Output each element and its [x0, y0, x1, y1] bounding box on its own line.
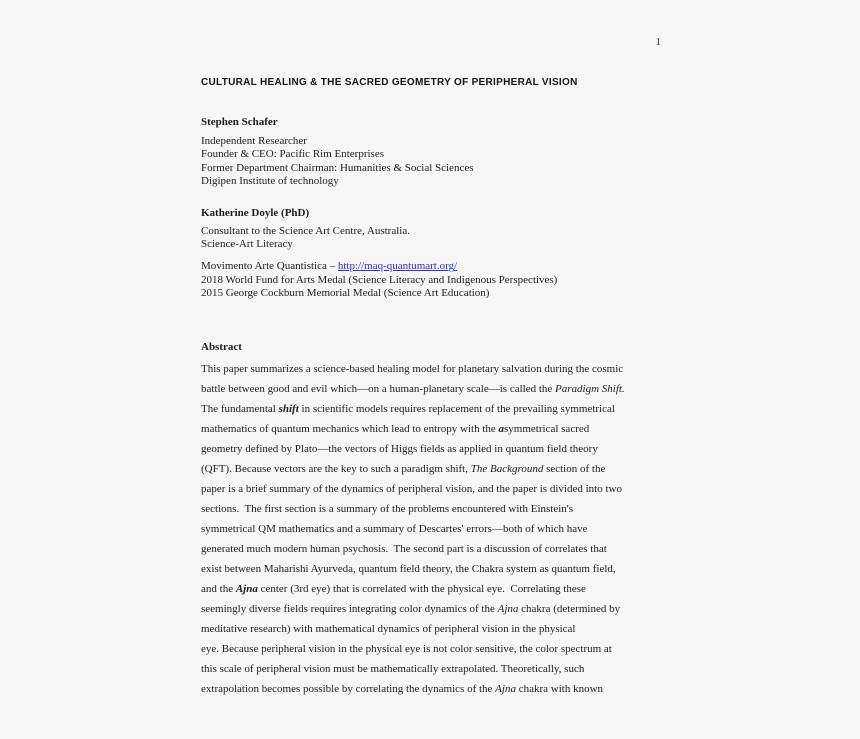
text-segment: eye. Because peripheral vision in the physical eye is not color sensitive, the color spectrum at	[201, 642, 612, 655]
page-content	[201, 36, 661, 699]
text-segment: meditative research) with mathematical dynamics of peripheral vision in the physical	[201, 622, 576, 635]
text-segment: The fundamental	[201, 402, 279, 415]
page-number: 1	[655, 36, 661, 48]
credential-line	[201, 287, 661, 300]
abstract-line	[201, 499, 661, 519]
abstract-line	[201, 639, 661, 659]
author-name-stephen-schafer: Stephen Schafer	[201, 116, 278, 128]
affiliation-line	[201, 148, 661, 161]
abstract-body	[201, 359, 661, 699]
text-segment: chakra (determined by	[518, 602, 621, 615]
text-segment: Movimento Arte Quantistica –	[201, 260, 338, 273]
abstract-line	[201, 479, 661, 499]
text-segment: Former Department Chairman: Humanities & Social Sciences	[201, 161, 474, 174]
affiliation-line	[201, 238, 661, 251]
author-affiliation-block-1	[201, 135, 661, 189]
affiliation-line	[201, 162, 661, 175]
text-segment: Paradigm Shift.	[555, 382, 625, 395]
text-segment: section of the	[543, 462, 606, 475]
affiliation-line	[201, 135, 661, 148]
text-segment: shift	[278, 402, 299, 415]
text-segment: exist between Maharishi Ayurveda, quantum field theory, the Chakra system as quantum field,	[201, 562, 616, 575]
text-segment: center (3rd eye) that is correlated with the physical eye. Correlating these	[257, 582, 586, 595]
text-segment: and the	[201, 582, 236, 595]
text-segment: in scientific models requires replacement of the prevailing symmetrical	[298, 402, 615, 415]
paper-title: CULTURAL HEALING & THE SACRED GEOMETRY OF PERIPHERAL VISION	[201, 77, 578, 88]
text-segment: paper is a brief summary of the dynamics of peripheral vision, and the paper is divided into two	[201, 482, 622, 495]
text-segment: Science-Art Literacy	[201, 238, 293, 251]
abstract-line	[201, 439, 661, 459]
text-segment: Ajna	[235, 582, 258, 595]
author-affiliation-block-2	[201, 225, 661, 252]
affiliation-line	[201, 175, 661, 188]
text-segment: symmetrical sacred	[504, 422, 590, 435]
affiliation-line	[201, 225, 661, 238]
abstract-line	[201, 539, 661, 559]
text-segment: sections. The first section is a summary of the problems encountered with Einstein's	[201, 502, 574, 515]
author-name-katherine-doyle: Katherine Doyle (PhD)	[201, 206, 310, 219]
abstract-heading: Abstract	[201, 340, 242, 353]
credential-line	[201, 274, 661, 287]
abstract-line	[201, 579, 661, 599]
text-segment: symmetrical QM mathematics and a summary of Descartes' errors—both of which have	[201, 522, 588, 535]
credential-line	[201, 260, 661, 273]
text-segment: seemingly diverse fields requires integrating color dynamics of the	[201, 602, 498, 615]
text-segment: extrapolation becomes possible by correlating the dynamics of the	[201, 682, 496, 695]
text-segment: Independent Researcher	[201, 135, 307, 147]
credentials-block	[201, 260, 661, 300]
abstract-line	[201, 399, 661, 419]
text-segment: chakra with known	[515, 682, 604, 695]
text-segment: battle between good and evil which—on a human-planetary scale—is called the	[201, 382, 556, 395]
text-segment: The Background	[470, 462, 544, 475]
text-segment: Ajna	[495, 682, 516, 695]
text-segment: Founder & CEO: Pacific Rim Enterprises	[201, 148, 384, 161]
text-segment: geometry defined by Plato—the vectors of Higgs fields as applied in quantum field theory	[201, 442, 598, 455]
text-segment: Consultant to the Science Art Centre, Australia.	[201, 224, 410, 237]
abstract-line	[201, 679, 661, 699]
text-segment: 2015 George Cockburn Memorial Medal (Science Art Education)	[201, 287, 490, 300]
text-segment: Digipen Institute of technology	[201, 175, 339, 188]
text-segment: 2018 World Fund for Arts Medal (Science Literacy and Indigenous Perspectives)	[201, 273, 558, 286]
text-segment: generated much modern human psychosis. The second part is a discussion of correlates that	[201, 542, 607, 555]
abstract-line	[201, 419, 661, 439]
abstract-line	[201, 659, 661, 679]
text-segment: this scale of peripheral vision must be mathematically extrapolated. Theoretically, such	[201, 662, 585, 675]
text-segment: a	[498, 422, 505, 435]
text-segment: mathematics of quantum mechanics which lead to entropy with the	[201, 422, 499, 435]
hyperlink-maq-quantumart[interactable]: http://maq-quantumart.org/	[337, 260, 458, 273]
text-segment: Ajna	[497, 602, 519, 615]
abstract-line	[201, 559, 661, 579]
abstract-line	[201, 619, 661, 639]
abstract-line	[201, 379, 661, 399]
text-segment: This paper summarizes a science-based healing model for planetary salvation during the cosmic	[201, 362, 624, 375]
abstract-line	[201, 459, 661, 479]
abstract-line	[201, 599, 661, 619]
abstract-line	[201, 359, 661, 379]
text-segment: (QFT). Because vectors are the key to such a paradigm shift,	[201, 462, 471, 475]
abstract-line	[201, 519, 661, 539]
